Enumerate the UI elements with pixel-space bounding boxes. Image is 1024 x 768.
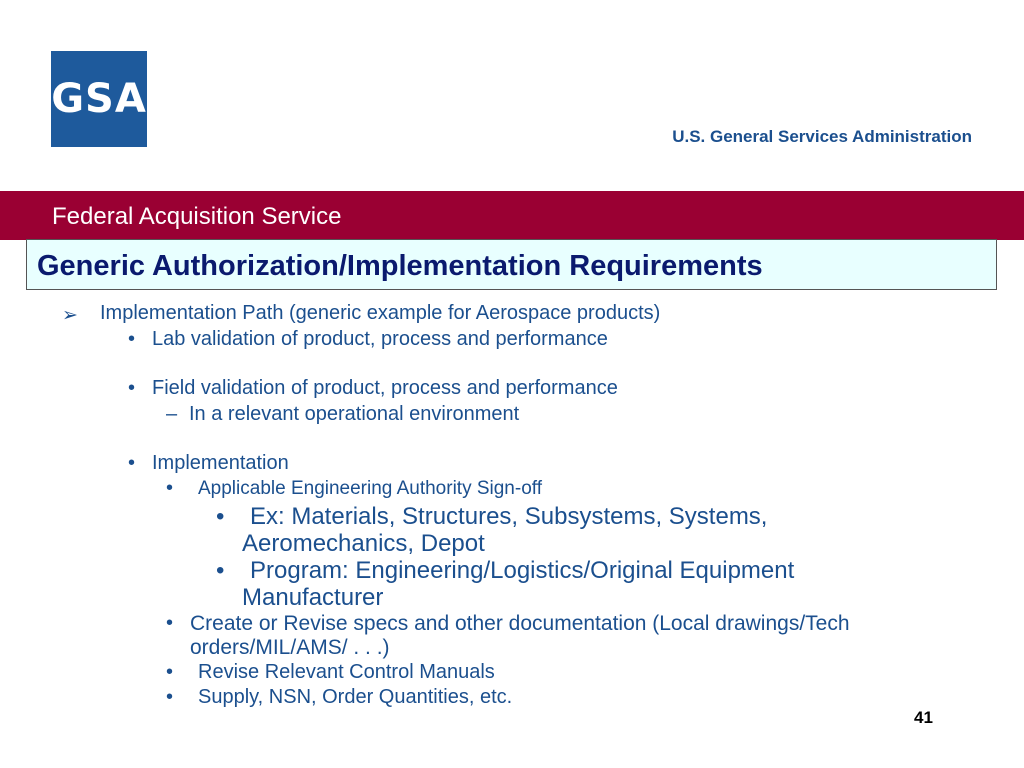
list-item: Ex: Materials, Structures, Subsystems, Systems, Aeromechanics, Depot: [242, 503, 768, 557]
arrow-bullet-icon: ➢: [62, 305, 78, 326]
slide-title-box: [26, 239, 997, 290]
bullet-icon: •: [166, 612, 174, 634]
bullet-icon: •: [128, 328, 136, 350]
gsa-logo: [51, 51, 147, 147]
slide-title: Generic Authorization/Implementation Requirements: [37, 250, 763, 282]
bullet-icon: •: [216, 503, 225, 530]
dash-icon: –: [166, 403, 178, 425]
bullet-icon: •: [128, 377, 136, 399]
list-item: Implementation Path (generic example for Aerospace products): [100, 302, 661, 324]
bullet-icon: •: [166, 661, 174, 683]
list-item: Lab validation of product, process and performance: [152, 328, 608, 350]
list-item: Applicable Engineering Authority Sign-off: [198, 478, 542, 499]
list-item: Program: Engineering/Logistics/Original Equipment Manufacturer: [242, 557, 795, 611]
page-number: 41: [914, 708, 933, 727]
list-item: Create or Revise specs and other documentation (Local drawings/Tech orders/MIL/AMS/ . . .): [190, 612, 850, 659]
list-item: Implementation: [152, 452, 289, 474]
bullet-icon: •: [128, 452, 136, 474]
agency-name: U.S. General Services Administration: [672, 127, 972, 146]
list-item: In a relevant operational environment: [189, 403, 520, 425]
logo-text: GSA: [51, 76, 147, 122]
list-item: Revise Relevant Control Manuals: [198, 661, 495, 683]
list-item: Field validation of product, process and performance: [152, 377, 618, 399]
bullet-icon: •: [166, 686, 174, 708]
list-item: Supply, NSN, Order Quantities, etc.: [198, 686, 513, 708]
band-title: Federal Acquisition Service: [52, 203, 342, 230]
bullet-icon: •: [216, 557, 225, 584]
bullet-icon: •: [166, 477, 174, 499]
